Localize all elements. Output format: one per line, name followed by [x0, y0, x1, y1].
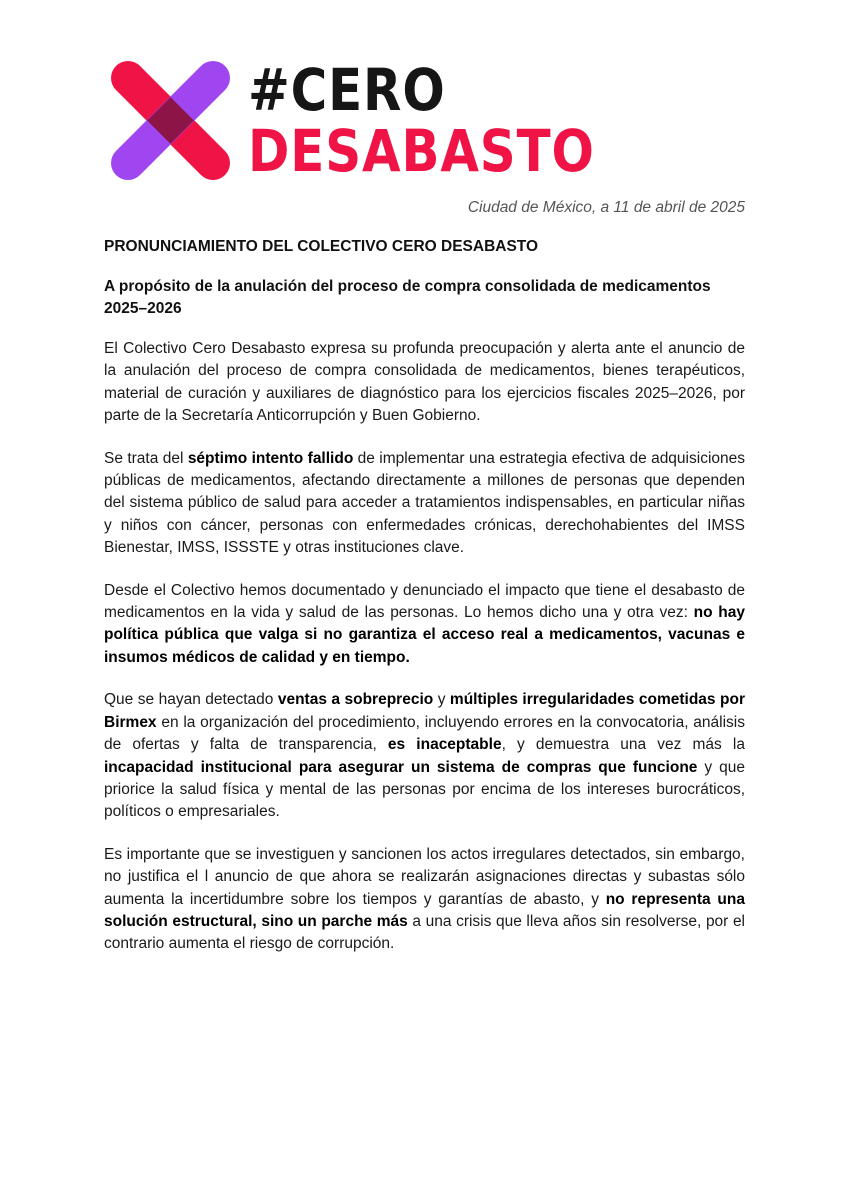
bold-text-segment: incapacidad institucional para asegurar un sistema de compras que funcione	[104, 758, 698, 776]
text-segment: Que se hayan detectado	[104, 691, 278, 709]
text-segment: y que priorice la salud física y mental de las personas por encima de los intereses burocráticos, políticos o empresariales.	[104, 758, 745, 821]
logo-hashtag-text: #CERO	[248, 56, 446, 124]
paragraph	[104, 689, 745, 823]
text-segment: El Colectivo Cero Desabasto expresa su profunda preocupación y alerta ante el anuncio de la anulación del proceso de compra consolidada de medicamentos, bienes terapéuticos, material de curación y auxiliares de diagnóstico para los ejercicios fiscales 2025–2026, por parte de la Secretaría Anticorrupción y Buen Gobierno.	[104, 340, 745, 425]
bold-text-segment: no representa una solución estructural, sino un parche más	[104, 890, 745, 930]
logo-brand-text: DESABASTO	[248, 117, 595, 185]
text-segment: Se trata del	[104, 449, 188, 467]
document-subheading: A propósito de la anulación del proceso de compra consolidada de medicamentos 2025–2026	[104, 278, 711, 317]
bold-text-segment: múltiples irregularidades cometidas por Birmex	[104, 691, 745, 731]
document-heading: PRONUNCIAMIENTO DEL COLECTIVO CERO DESABASTO	[104, 238, 539, 255]
bold-text-segment: séptimo intento fallido	[187, 449, 354, 467]
document-body	[104, 236, 745, 976]
paragraph	[104, 338, 745, 428]
dateline: Ciudad de México, a 11 de abril de 2025	[467, 199, 745, 216]
text-segment: Es importante que se investiguen y sancionen los actos irregulares detectados, sin embargo, no justifica el l anuncio de que ahora se realizarán asignaciones directas y subastas sólo aumenta la incertidumbre sobre los tiempos y garantías de abasto, y	[104, 845, 745, 908]
cero-desabasto-logo	[108, 56, 595, 188]
paragraph	[104, 844, 745, 956]
bold-text-segment: es inaceptable	[387, 736, 502, 754]
x-cross-icon	[108, 58, 233, 183]
bold-text-segment: ventas a sobreprecio	[277, 691, 434, 709]
bold-text-segment: no hay política pública que valga si no garantiza el acceso real a medicamentos, vacunas e insumos médicos de calidad y en tiempo.	[104, 604, 745, 666]
text-segment: a una crisis que lleva años sin resolverse, por el contrario aumenta el riesgo de corrupción.	[104, 912, 746, 953]
text-segment: en la organización del procedimiento, incluyendo errores en la convocatoria, análisis de ofertas y falta de transparencia,	[104, 713, 745, 754]
paragraph	[104, 580, 745, 670]
paragraph	[104, 448, 745, 560]
text-segment: , y demuestra una vez más la	[501, 736, 745, 754]
text-segment: de implementar una estrategia efectiva de adquisiciones públicas de medicamentos, afectando directamente a millones de personas que dependen del sistema público de salud para acceder a tratamientos indispensables, en particular niñas y niños con cáncer, personas con enfermedades crónicas, derechohabientes del IMSS Bienestar, IMSS, ISSSTE y otras instituciones clave.	[104, 449, 745, 557]
text-segment: Desde el Colectivo hemos documentado y denunciado el impacto que tiene el desabasto de medicamentos en la vida y salud de las personas. Lo hemos dicho una y otra vez:	[104, 581, 745, 622]
text-segment: y	[433, 691, 450, 709]
